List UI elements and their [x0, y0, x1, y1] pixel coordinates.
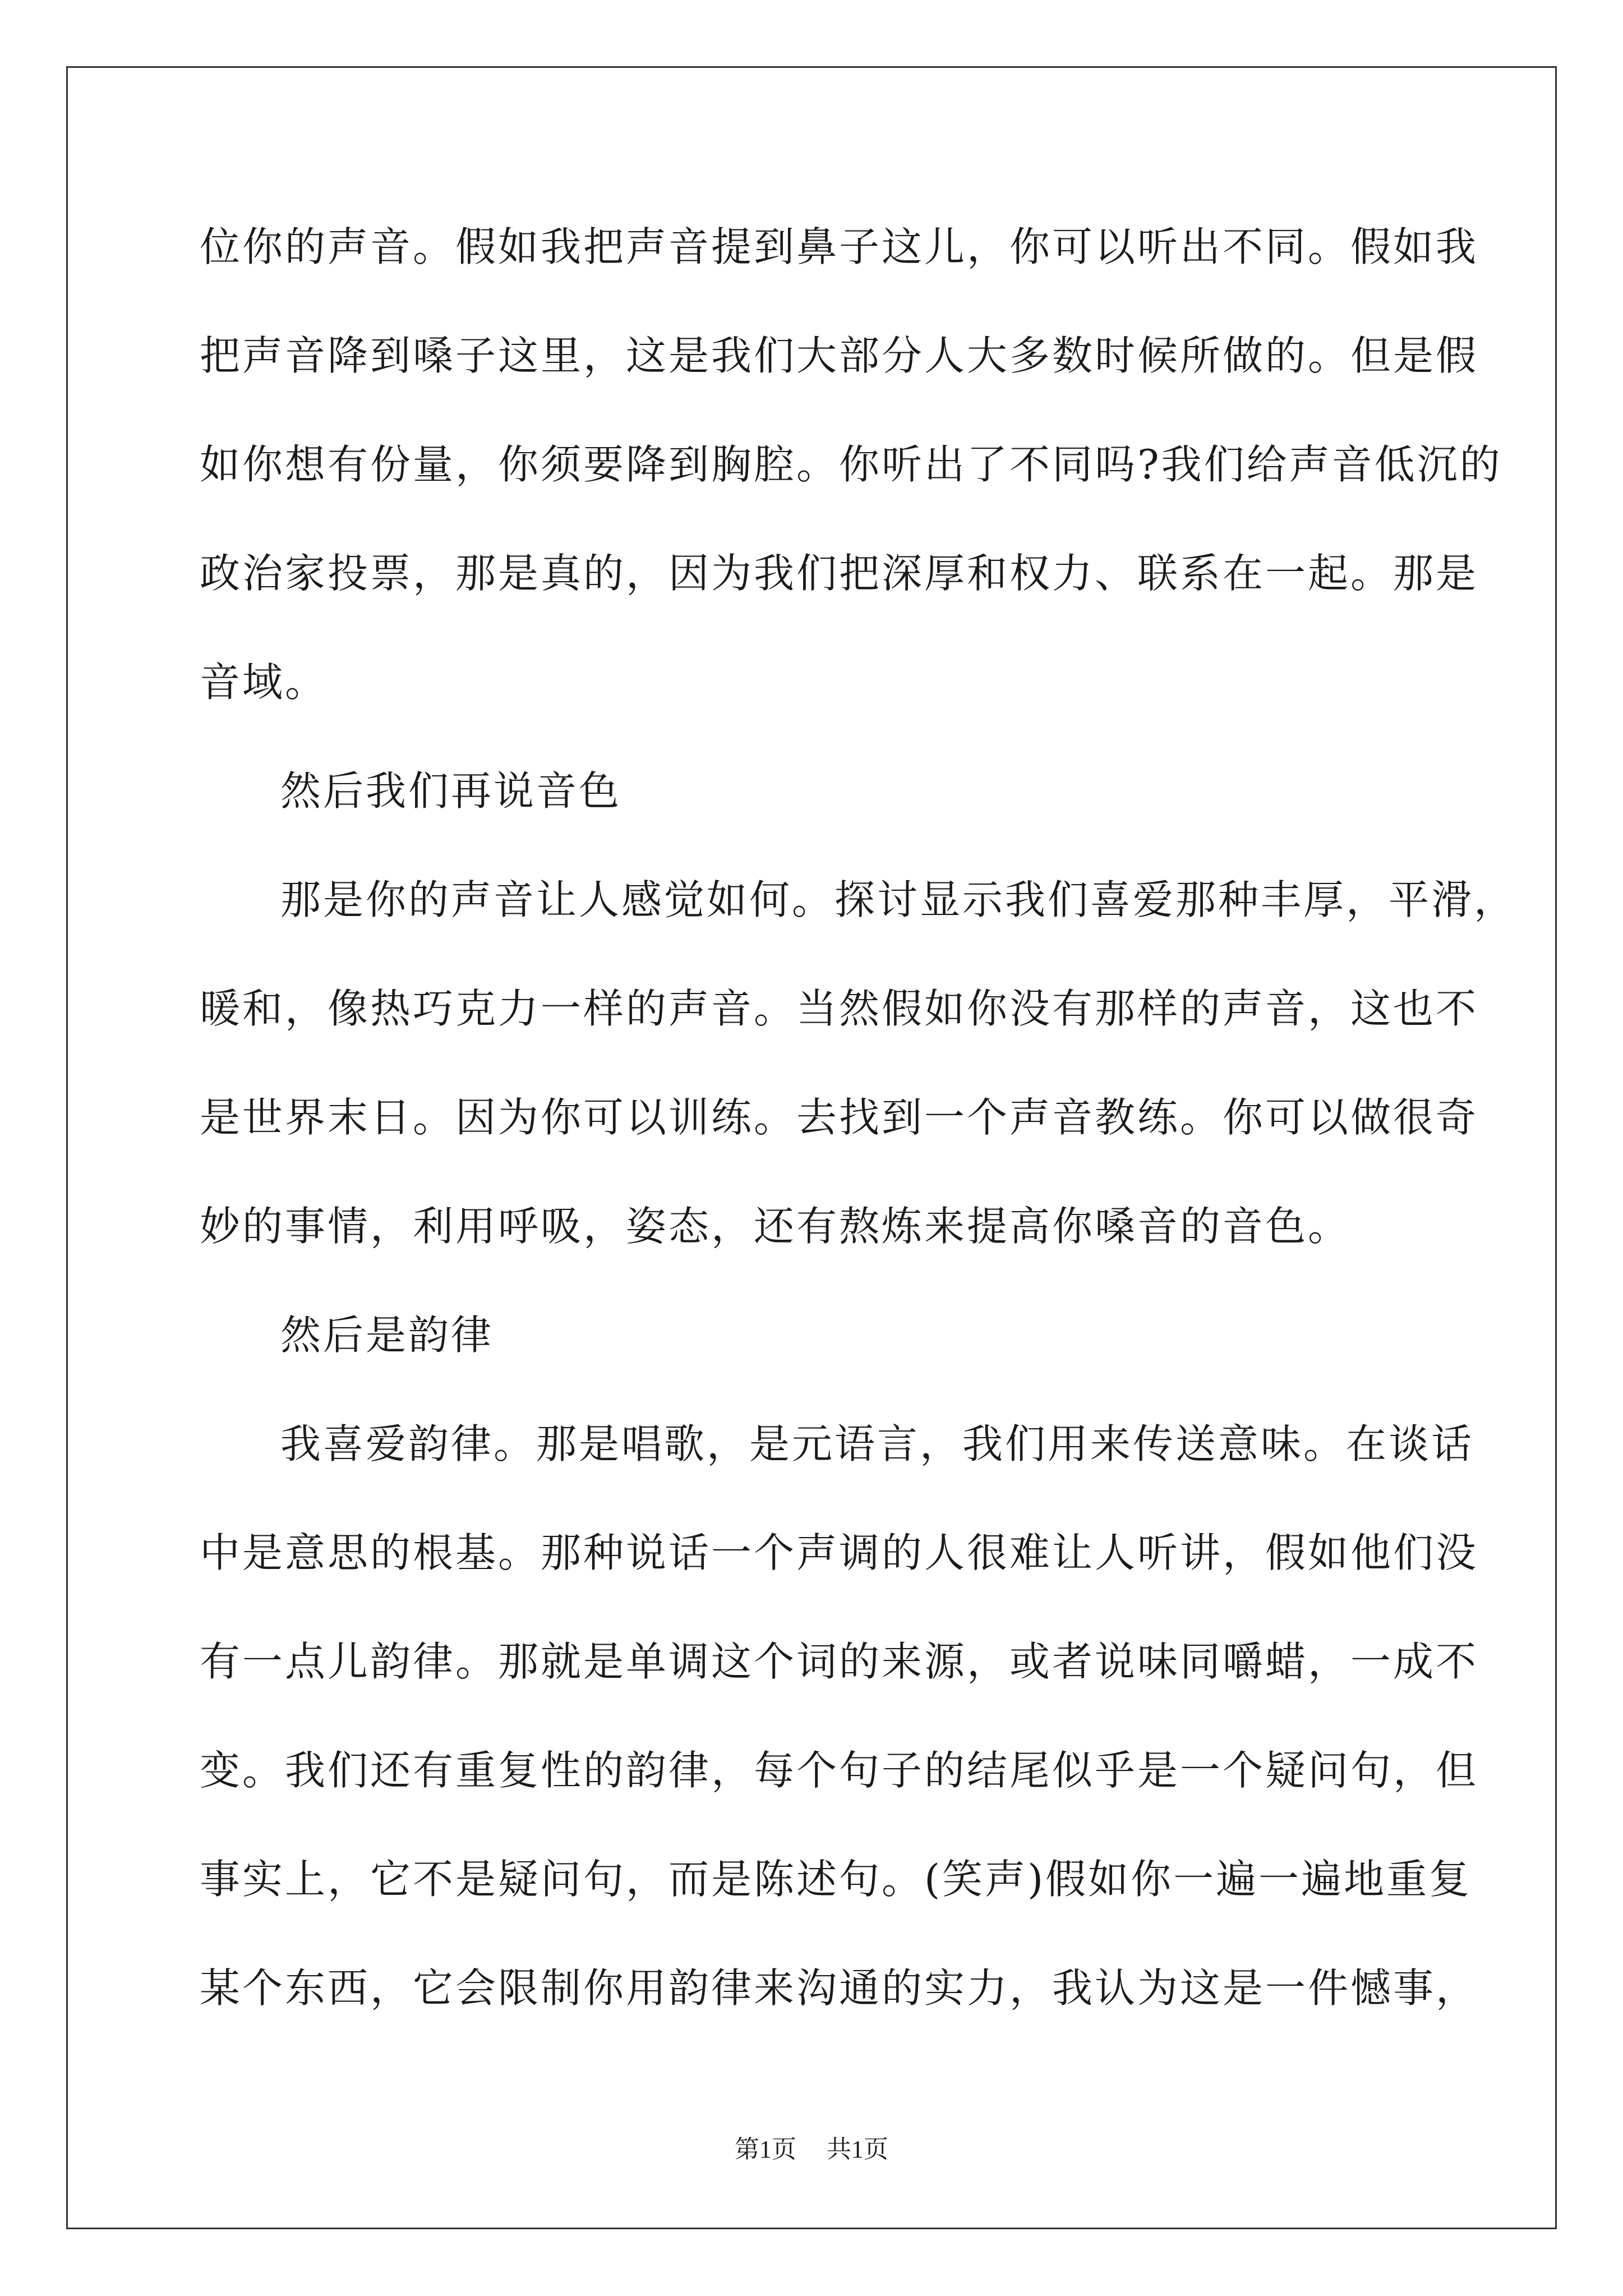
page-number: 第1页 — [735, 2136, 796, 2163]
text-line: 如你想有份量，你须要降到胸腔。你听出了不同吗?我们给声音低沉的 — [200, 441, 1502, 488]
text-line: 变。我们还有重复性的韵律，每个句子的结尾似乎是一个疑问句，但 — [200, 1747, 1479, 1794]
text-line: 事实上，它不是疑问句，而是陈述句。(笑声)假如你一遍一遍地重复 — [200, 1856, 1472, 1903]
page-total: 共1页 — [827, 2136, 888, 2163]
paragraph-start-line: 我喜爱韵律。那是唱歌，是元语言，我们用来传送意味。在谈话 — [280, 1420, 1474, 1467]
text-line: 把声音降到嗓子这里，这是我们大部分人大多数时候所做的。但是假 — [200, 332, 1479, 379]
text-line: 位你的声音。假如我把声音提到鼻子这儿，你可以听出不同。假如我 — [200, 223, 1479, 270]
text-line: 中是意思的根基。那种说话一个声调的人很难让人听讲，假如他们没 — [200, 1529, 1479, 1576]
document-body — [200, 213, 1517, 2063]
text-line: 有一点儿韵律。那就是单调这个词的来源，或者说味同嚼蜡，一成不 — [200, 1638, 1479, 1685]
text-line: 政治家投票，那是真的，因为我们把深厚和权力、联系在一起。那是 — [200, 550, 1479, 597]
text-line: 某个东西，它会限制你用韵律来沟通的实力，我认为这是一件憾事， — [200, 1964, 1479, 2012]
section-heading: 然后是韵律 — [280, 1312, 494, 1359]
text-line: 音域。 — [200, 659, 328, 706]
text-line: 暖和，像热巧克力一样的声音。当然假如你没有那样的声音，这也不 — [200, 985, 1479, 1032]
text-line: 妙的事情，利用呼吸，姿态，还有熬炼来提高你嗓音的音色。 — [200, 1203, 1351, 1250]
page-footer — [0, 2129, 1623, 2165]
text-line: 是世界末日。因为你可以训练。去找到一个声音教练。你可以做很奇 — [200, 1094, 1479, 1141]
paragraph-start-line: 那是你的声音让人感觉如何。探讨显示我们喜爱那种丰厚，平滑， — [280, 876, 1517, 923]
section-heading: 然后我们再说音色 — [280, 767, 622, 815]
